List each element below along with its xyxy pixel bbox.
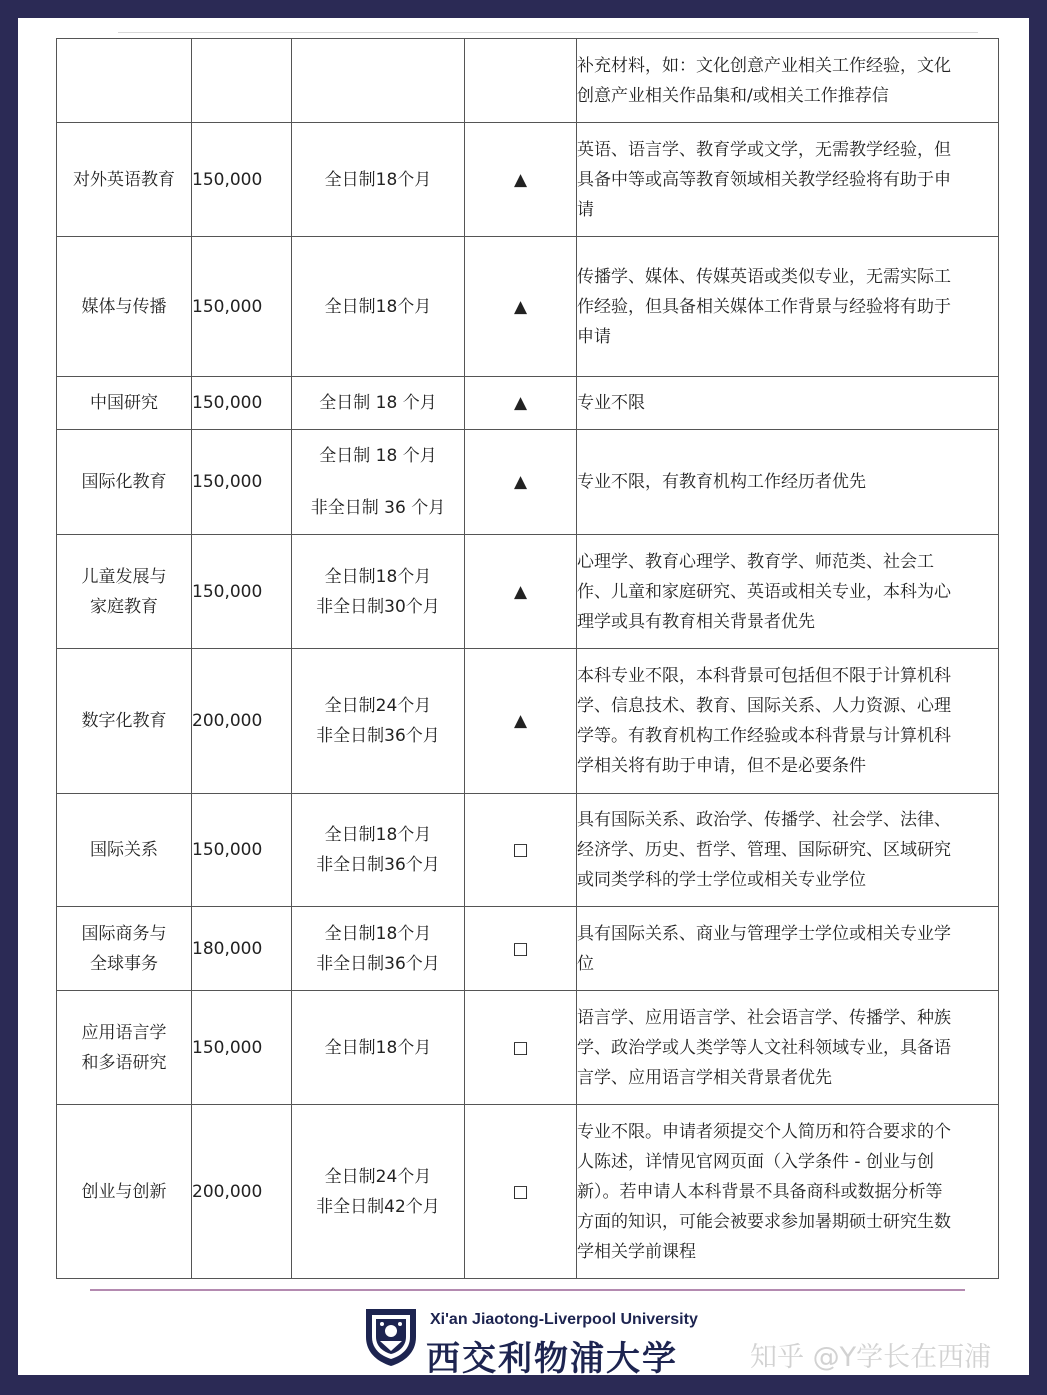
requirement-cell: 语言学、应用语言学、社会语言学、传播学、种族 学、政治学或人类学等人文社科领域专业，具备语 言学、应用语言学相关背景者优先 (577, 991, 999, 1105)
tuition-cell: 180,000 (192, 907, 292, 991)
mark-cell (465, 39, 577, 123)
program-name-cell: 应用语言学 和多语研究 (57, 991, 192, 1105)
top-rule (118, 32, 978, 33)
duration-cell: 全日制18个月 非全日制36个月 (292, 907, 465, 991)
requirement-cell: 心理学、教育心理学、教育学、师范类、社会工 作、儿童和家庭研究、英语或相关专业，本科为心 理学或具有教育相关背景者优先 (577, 535, 999, 649)
triangle-icon: ▲ (465, 535, 577, 649)
requirement-cell: 具有国际关系、商业与管理学士学位或相关专业学 位 (577, 907, 999, 991)
program-name-cell: 国际关系 (57, 794, 192, 907)
duration-cell: 全日制24个月 非全日制42个月 (292, 1105, 465, 1279)
tuition-cell: 200,000 (192, 649, 292, 794)
university-name-cn: 西交利物浦大学 (426, 1339, 678, 1379)
requirement-cell: 本科专业不限，本科背景可包括但不限于计算机科 学、信息技术、教育、国际关系、人力资源、心理 学等。有教育机构工作经验或本科背景与计算机科 学相关将有助于申请，但不是必要条件 (577, 649, 999, 794)
requirement-cell: 传播学、媒体、传媒英语或类似专业，无需实际工 作经验，但具备相关媒体工作背景与经验将有助于 申请 (577, 237, 999, 377)
requirement-cell: 具有国际关系、政治学、传播学、社会学、法律、 经济学、历史、哲学、管理、国际研究、区域研究 或同类学科的学士学位或相关专业学位 (577, 794, 999, 907)
duration-cell: 全日制18个月 (292, 237, 465, 377)
table-row (57, 535, 999, 649)
duration-cell (292, 39, 465, 123)
table-row (57, 430, 999, 535)
tuition-cell: 150,000 (192, 535, 292, 649)
tuition-cell: 150,000 (192, 991, 292, 1105)
tuition-cell: 150,000 (192, 123, 292, 237)
triangle-icon: ▲ (465, 123, 577, 237)
program-name-cell: 对外英语教育 (57, 123, 192, 237)
table-row (57, 649, 999, 794)
program-name-cell: 中国研究 (57, 377, 192, 430)
duration-cell: 全日制18个月 (292, 991, 465, 1105)
tuition-cell: 150,000 (192, 237, 292, 377)
program-name-cell: 创业与创新 (57, 1105, 192, 1279)
tuition-cell: 200,000 (192, 1105, 292, 1279)
table-row (57, 39, 999, 123)
table-row (57, 123, 999, 237)
tuition-cell: 150,000 (192, 794, 292, 907)
requirement-cell: 专业不限。申请者须提交个人简历和符合要求的个 人陈述，详情见官网页面（入学条件 - 创业与创 新）。若申请人本科背景不具备商科或数据分析等 方面的知识，可能会被要求参加暑期硕士研究生数 学相关学前课程 (577, 1105, 999, 1279)
square-icon: □ (465, 991, 577, 1105)
duration-cell: 全日制24个月 非全日制36个月 (292, 649, 465, 794)
tuition-cell: 150,000 (192, 430, 292, 535)
program-name-cell: 国际商务与 全球事务 (57, 907, 192, 991)
duration-cell: 全日制18个月 非全日制30个月 (292, 535, 465, 649)
footer-divider (90, 1289, 965, 1291)
triangle-icon: ▲ (465, 649, 577, 794)
duration-cell: 全日制 18 个月 非全日制 36 个月 (292, 430, 465, 535)
zhihu-watermark: 知乎 @Y学长在西浦 (750, 1342, 992, 1373)
duration-cell: 全日制18个月 (292, 123, 465, 237)
table-row (57, 794, 999, 907)
square-icon: □ (465, 794, 577, 907)
program-name-cell: 媒体与传播 (57, 237, 192, 377)
triangle-icon: ▲ (465, 377, 577, 430)
table-row (57, 237, 999, 377)
duration-cell: 全日制 18 个月 (292, 377, 465, 430)
requirement-cell: 专业不限，有教育机构工作经历者优先 (577, 430, 999, 535)
program-table (56, 38, 999, 1279)
triangle-icon: ▲ (465, 237, 577, 377)
program-name-cell: 数字化教育 (57, 649, 192, 794)
triangle-icon: ▲ (465, 430, 577, 535)
duration-cell: 全日制18个月 非全日制36个月 (292, 794, 465, 907)
square-icon: □ (465, 907, 577, 991)
requirement-cell: 专业不限 (577, 377, 999, 430)
program-name-cell: 儿童发展与 家庭教育 (57, 535, 192, 649)
tuition-cell: 150,000 (192, 377, 292, 430)
table-row (57, 991, 999, 1105)
table-row (57, 377, 999, 430)
tuition-cell (192, 39, 292, 123)
university-crest-icon (364, 1307, 418, 1367)
program-name-cell (57, 39, 192, 123)
square-icon: □ (465, 1105, 577, 1279)
document-page (18, 18, 1029, 1379)
program-name-cell: 国际化教育 (57, 430, 192, 535)
table-row (57, 907, 999, 991)
table-row (57, 1105, 999, 1279)
requirement-cell: 补充材料，如：文化创意产业相关工作经验，文化 创意产业相关作品集和/或相关工作推荐信 (577, 39, 999, 123)
university-name-en: Xi'an Jiaotong-Liverpool University (430, 1311, 698, 1328)
requirement-cell: 英语、语言学、教育学或文学，无需教学经验，但 具备中等或高等教育领域相关教学经验将有助于申 请 (577, 123, 999, 237)
